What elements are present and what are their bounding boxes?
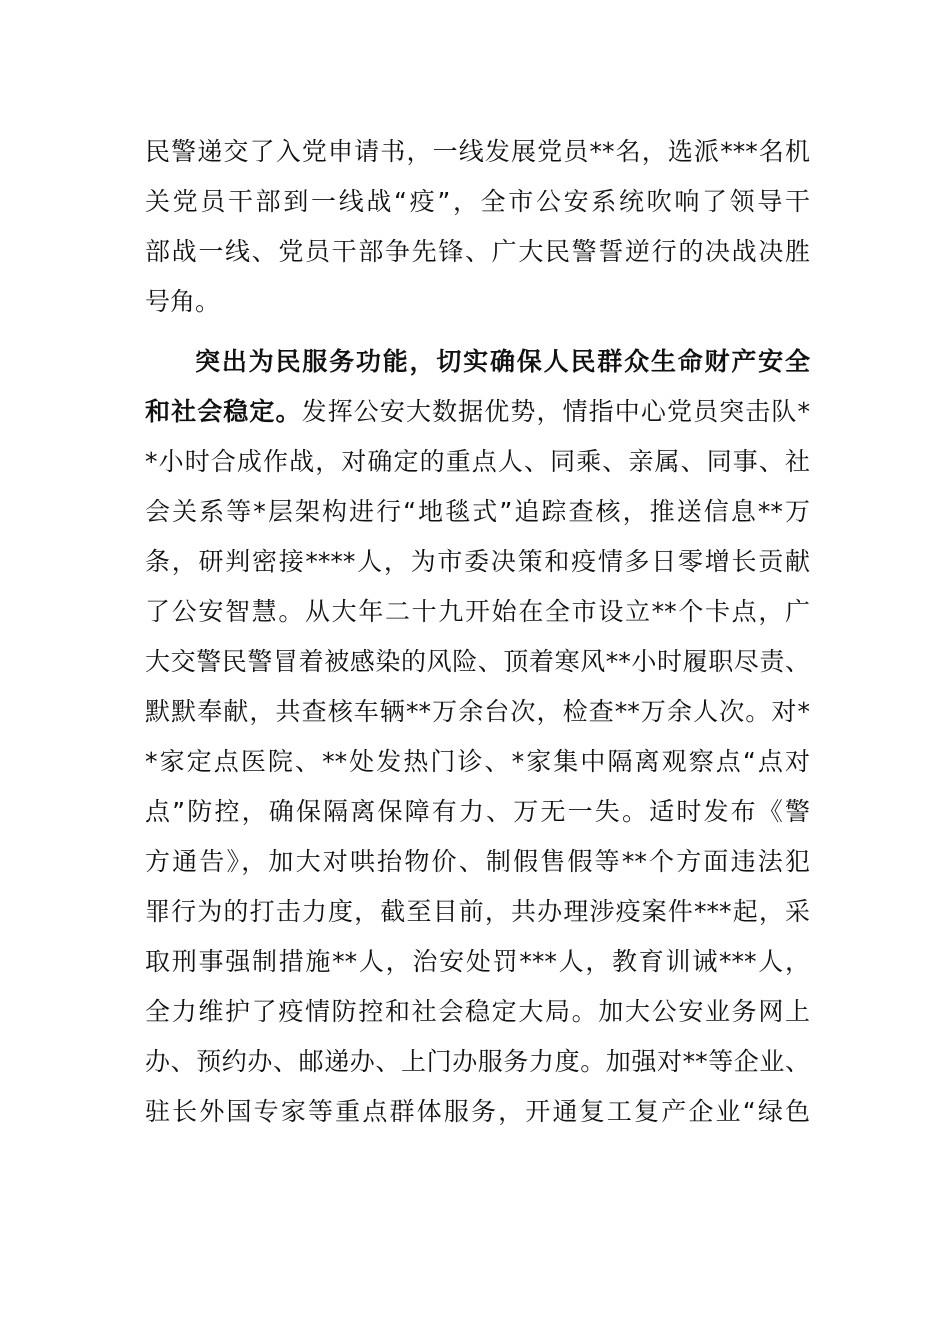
paragraph-line: 点”防控，确保隔离保障有力、万无一失。适时发布《警 bbox=[145, 797, 810, 826]
paragraph-line: 部战一线、党员干部争先锋、广大民警誓逆行的决战决胜 bbox=[145, 237, 810, 266]
paragraph-line: 全力维护了疫情防控和社会稳定大局。加大公安业务网上 bbox=[145, 997, 810, 1026]
paragraph-line: 关党员干部到一线战“疫”，全市公安系统吹响了领导干 bbox=[145, 187, 810, 216]
paragraph-2 bbox=[145, 337, 810, 1137]
paragraph-line: 罪行为的打击力度，截至目前，共办理涉疫案件***起，采 bbox=[145, 897, 810, 926]
paragraph-line-mixed bbox=[145, 387, 810, 437]
paragraph-line: 方通告》，加大对哄抬物价、制假售假等**个方面违法犯 bbox=[145, 847, 810, 876]
paragraph-line: 默默奉献，共查核车辆**万余台次，检查**万余人次。对* bbox=[145, 697, 810, 726]
paragraph-1 bbox=[145, 127, 810, 327]
paragraph-heading-tail: 和社会稳定。 bbox=[145, 397, 302, 426]
paragraph-line: 驻长外国专家等重点群体服务，开通复工复产企业“绿色 bbox=[145, 1097, 810, 1126]
paragraph-line: 条，研判密接****人，为市委决策和疫情多日零增长贡献 bbox=[145, 547, 810, 576]
paragraph-line: 会关系等*层架构进行“地毯式”追踪查核，推送信息**万 bbox=[145, 497, 810, 526]
paragraph-line: 大交警民警冒着被感染的风险、顶着寒风**小时履职尽责、 bbox=[145, 647, 810, 676]
paragraph-line: 了公安智慧。从大年二十九开始在全市设立**个卡点，广 bbox=[145, 597, 810, 626]
paragraph-line: 取刑事强制措施**人，治安处罚***人，教育训诫***人， bbox=[145, 947, 810, 976]
paragraph-line: *家定点医院、**处发热门诊、*家集中隔离观察点“点对 bbox=[145, 747, 810, 776]
paragraph-line: 号角。 bbox=[145, 287, 221, 316]
paragraph-line: *小时合成作战，对确定的重点人、同乘、亲属、同事、社 bbox=[145, 447, 810, 476]
paragraph-line: 办、预约办、邮递办、上门办服务力度。加强对**等企业、 bbox=[145, 1047, 810, 1076]
paragraph-line: 民警递交了入党申请书，一线发展党员**名，选派***名机 bbox=[145, 137, 810, 166]
paragraph-heading-line: 突出为民服务功能，切实确保人民群众生命财产安全 bbox=[195, 347, 810, 376]
paragraph-line-rest: 发挥公安大数据优势，情指中心党员突击队* bbox=[301, 397, 810, 426]
